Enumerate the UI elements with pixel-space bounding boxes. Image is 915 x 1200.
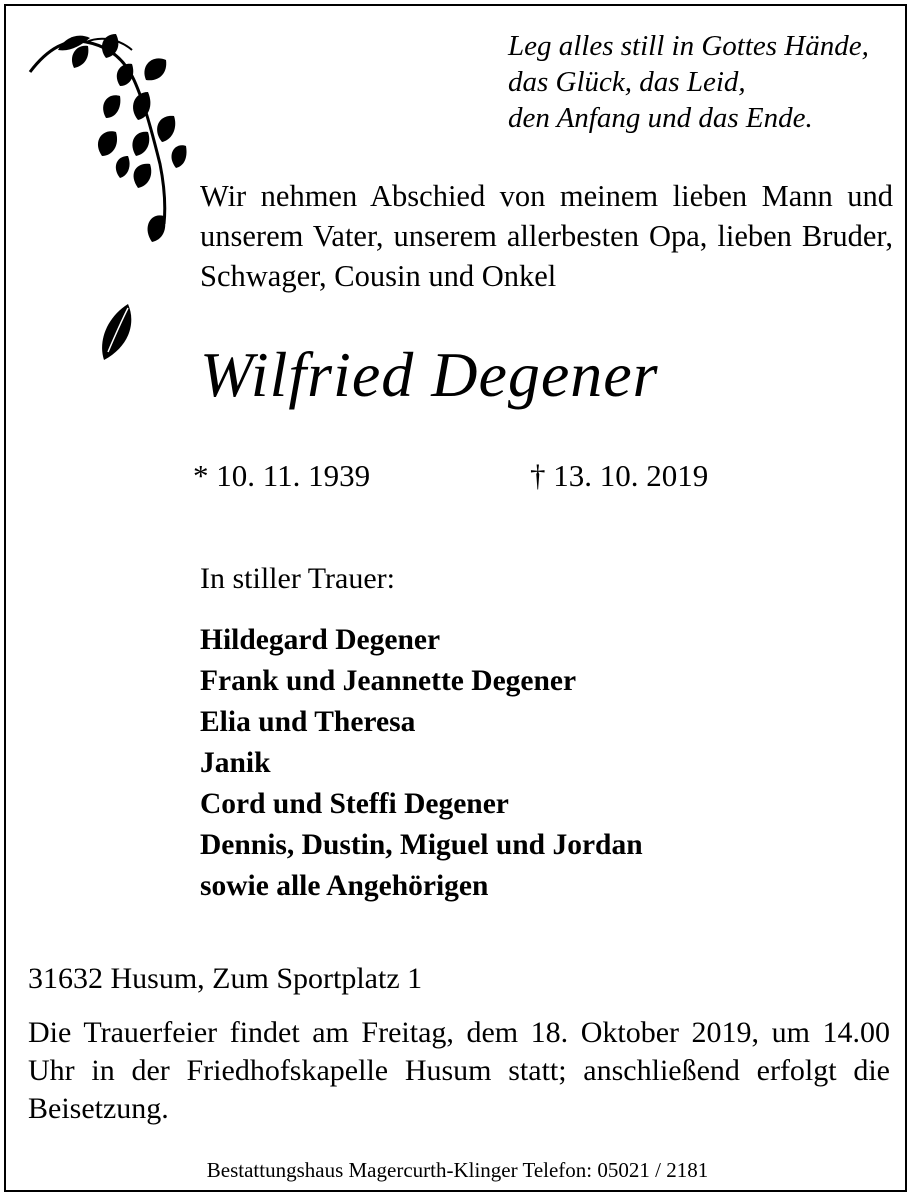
verse-line: Leg alles still in Gottes Hände, (508, 30, 869, 62)
verse-line: das Glück, das Leid, (508, 66, 746, 98)
verse-line: den Anfang und das Ende. (508, 102, 813, 134)
mourner-name: Hildegard Degener (200, 624, 441, 656)
mourners-label: In stiller Trauer: (200, 562, 395, 595)
mourner-name: Dennis, Dustin, Miguel und Jordan (200, 829, 643, 861)
family-address: 31632 Husum, Zum Sportplatz 1 (28, 962, 423, 995)
mourner-name: sowie alle Angehörigen (200, 870, 489, 902)
death-date: † 13. 10. 2019 (530, 458, 709, 493)
funeral-home-footer: Bestattungshaus Magercurth-Klinger Telefon: 05021 / 2181 (206, 1158, 709, 1182)
verse-quote (508, 28, 903, 136)
falling-leaf-icon (98, 300, 138, 364)
mourner-name: Elia und Theresa (200, 706, 416, 738)
birch-branch-icon (28, 28, 188, 258)
mourner-name: Cord und Steffi Degener (200, 788, 509, 820)
birth-date: * 10. 11. 1939 (193, 458, 371, 493)
mourners-list (200, 620, 643, 907)
mourner-name: Frank und Jeannette Degener (200, 665, 577, 697)
funeral-notice: Die Trauerfeier findet am Freitag, dem 18. Oktober 2019, um 14.00 Uhr in der Friedhofskapelle Husum statt; anschließend erfolgt die Beisetzung. (28, 1016, 890, 1125)
mourner-name: Janik (200, 747, 271, 779)
deceased-name: Wilfried Degener (200, 339, 659, 410)
farewell-text: Wir nehmen Abschied von meinem lieben Mann und unserem Vater, unserem allerbesten Opa, lieben Bruder, Schwager, Cousin und Onkel (200, 179, 893, 293)
